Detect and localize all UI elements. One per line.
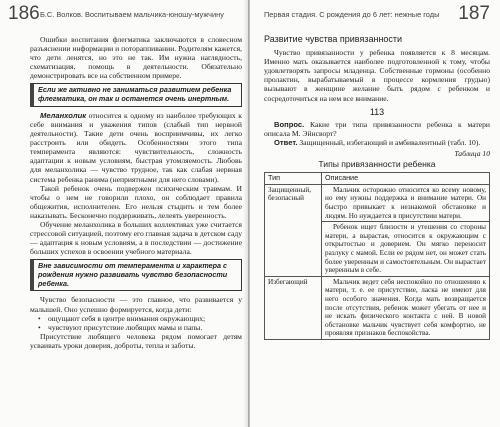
right-body [264,35,490,340]
paragraph [30,111,242,184]
list-item: • ощущают себя в центре внимания окружающих; [48,314,242,323]
question-label: Вопрос. [274,119,305,129]
answer-label: Ответ. [274,137,298,147]
table-title: Типы привязанности ребенка [318,159,436,170]
table-cell-description: Мальчик осторожно относится ко всему новому, но ему нужны поддержка и внимание матери. Он быстро привыкает к незнакомой обстановке и людям. Но нуждается в присутствии матери. [322,184,490,221]
callout-box: Если же активно не заниматься развитием ребенка флегматика, он так и останется очень инертным. [30,83,242,106]
bullet-list [30,314,242,332]
paragraph: Чувство привязанности у ребенка появляется к 8 месяцам. Именно мать оказывается наиболее подготовленной к тому, чтобы удовлетворять запросы младенца. Собственные гормоны (особенно пролактин, вырабатываемый в процессе кормления грудью) вызывают в женщине желание быть рядом с ребенком и сосредоточиться на нем все внимание. [264,48,490,103]
left-body [30,35,242,350]
table-cell-type: Защищенный, безопасный [265,184,322,276]
paragraph: Обучение меланхолика в больших коллективах уже считается стрессовой ситуацией, поэтому его главная задача в детском саду — адаптация к новым условиям, а в последствии — достижение больших успехов в освоении учебного материала. [30,220,242,257]
callout-box: Вне зависимости от темперамента и характера с рождения нужно развивать чувство безопасности ребенка. [30,259,242,291]
answer-text: Защищенный, избегающий и амбивалентный (табл. 10). [297,137,481,147]
question-text: Какие три типа привязанности ребенка к матери описала М. Эйнсворт? [264,119,490,138]
table-row [265,276,490,339]
paragraph: Чувство безопасности — это главное, что развивается у малышей. Оно успешно формируется, когда дети: [30,295,242,314]
table-cell-description: Мальчик ведет себя неспокойно по отношению к матери, т. е. ее присутствие, ласка не имеют для него особого значения. Когда мать возвращается после отсутствия, ребенок может убегать от нее и не искать физического контакта с ней. В новой обстановке мальчик чувствует себя комфортно, не проявляя признаков беспокойства. [322,276,490,339]
term-melancholic: Меланхолик [40,110,87,120]
question [264,120,490,138]
column-header: Тип [265,173,322,185]
question-number: 113 [369,106,385,117]
running-header: Первая стадия. С рождения до 6 лет: нежные годы [264,10,440,19]
table-cell-type: Избегающий [265,276,322,339]
table-row [265,184,490,221]
running-header: Б.С. Волков. Воспитываем мальчика-юношу-мужчину [40,10,224,19]
paragraph: Присутствие любящего человека рядом помогает детям усваивать уроки доверия, доброты, тепла и заботы. [30,331,242,350]
page-number: 186 [8,3,40,24]
answer [264,138,490,147]
right-page [250,0,500,427]
paragraph: Такой ребенок очень подвержен психическим травмам. И чтобы о нем не говорили плохо, он соблюдает правила общежития, исполнителен. Его нельзя стыдить и тем более наказывать. Бесконечно поддерживать, лелеять уверенность. [30,183,242,220]
section-title: Развитие чувства привязанности [264,34,403,44]
paragraph: Ошибки воспитания флегматика заключаются в словесном разъяснении информации и потораппивании. Родителям кажется, что дети ленятся, но это не так. Им нужна наглядность, схематизация, помощь в деятельности. Обязательно демонстрировать все на собственном примере. [30,35,242,81]
page-number: 187 [458,3,490,24]
attachment-types-table [264,172,490,340]
left-page [0,0,249,427]
table-label: Таблица 10 [454,149,490,159]
paragraph-text: относится к одному из наиболее требующих к себе внимания и уважения типов (слабый тип нервной деятельности). Такие дети очень восприимчивы, их легко расстроить или обидеть. Особенностями этого типа темперамента являются: чувствительность, сложность адаптации к новым условиям, быстрая утомляемость. Любовь для меланхолика — чувство трудное, так как слабая нервная система ребенка ранима (неприятными для него словами). [30,110,242,184]
table-cell-description: Ребенок ищет близости и утешения со стороны матери, а вырастая, относится к окружающим с открытостью и доверием. Он мягко переносит разлуку с мамой. Если ее рядом нет, он может стать более уверенным и самостоятельным. Он вырастает уверенным в себе. [322,222,490,277]
column-header: Описание [322,173,490,185]
list-item: • чувствуют присутствие любящих мамы и папы. [48,323,242,332]
table-header-row [265,173,490,185]
